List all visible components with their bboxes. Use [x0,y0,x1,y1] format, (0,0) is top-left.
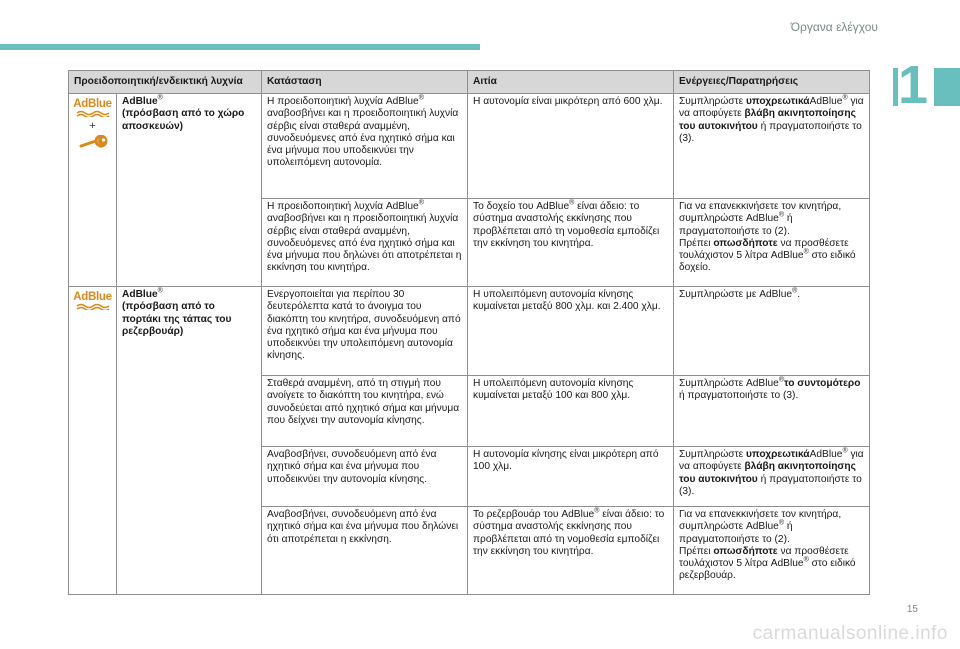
cause-cell: Το δοχείο του AdBlue® είναι άδειο: το σύστημα αναστολής εκκίνησης που προβλέπεται από τη νομοθεσία εμποδίζει την εκκίνηση του κινητήρα. [468,199,674,287]
action-cell: Συμπληρώστε με AdBlue®. [674,287,870,376]
action-cell: Για να επανεκκινήσετε τον κινητήρα, συμπληρώστε AdBlue® ή πραγματοποιήστε το (2). Πρέπει οπωσδήποτε να προσθέσετε τουλάχιστον 5 λίτρα AdBlue® στο ειδικό δοχείο. [674,199,870,287]
cause-cell: Η αυτονομία κίνησης είναι μικρότερη από 100 χλμ. [468,447,674,507]
chapter-number: 1 [898,58,934,112]
cause-cell: Η υπολειπόμενη αυτονομία κίνησης κυμαίνεται μεταξύ 800 χλμ. και 2.400 χλμ. [468,287,674,376]
table-row [69,94,870,199]
state-cell: Η προειδοποιητική λυχνία AdBlue® αναβοσβήνει και η προειδοποιητική λυχνία σέρβις είναι σταθερά αναμμένη, συνοδευόμενες από ένα ηχητικό σήμα και ένα μήνυμα που δηλώνει ότι αποτρέπεται η εκκίνηση του κινητήρα. [262,199,468,287]
adblue-warning-icon: AdBlue [71,291,114,310]
table-header-row [69,71,870,94]
col-header-cause: Αιτία [468,71,674,94]
warning-lamps-table [68,70,870,595]
action-cell: Συμπληρώστε AdBlue®το συντομότερο ή πραγματοποιήστε το (3). [674,376,870,447]
col-header-actions: Ενέργειες/Παρατηρήσεις [674,71,870,94]
lamp-icon-cell [69,287,117,595]
state-cell: Σταθερά αναμμένη, από τη στιγμή που ανοίγετε το διακόπτη του κινητήρα, ενώ συνοδεύεται από ηχητικό σήμα και μήνυμα που δείχνει την αυτονομία κίνησης. [262,376,468,447]
watermark: carmanualsonline.info [752,623,948,644]
cause-cell: Το ρεζερβουάρ του AdBlue® είναι άδειο: το σύστημα αναστολής εκκίνησης που προβλέπεται από τη νομοθεσία εμποδίζει την εκκίνηση του κινητήρα. [468,507,674,595]
lamp-title-cell: AdBlue® (πρόσβαση από το χώρο αποσκευών) [117,94,262,287]
state-cell: Αναβοσβήνει, συνοδευόμενη από ένα ηχητικό σήμα και ένα μήνυμα που υποδεικνύει την αυτονομία κίνησης. [262,447,468,507]
action-cell: Για να επανεκκινήσετε τον κινητήρα, συμπληρώστε AdBlue® ή πραγματοποιήστε το (2). Πρέπει οπωσδήποτε να προσθέσετε τουλάχιστον 5 λίτρα AdBlue® στο ειδικό ρεζερβουάρ. [674,507,870,595]
header-accent-bar [0,44,480,50]
spanner-service-icon [71,135,114,155]
table-row [69,287,870,376]
adblue-warning-icon: AdBlue [71,98,114,117]
page-number: 15 [906,604,918,615]
cause-cell: Η υπολειπόμενη αυτονομία κίνησης κυμαίνεται μεταξύ 100 και 800 χλμ. [468,376,674,447]
section-title: Όργανα ελέγχου [790,20,878,34]
col-header-state: Κατάσταση [262,71,468,94]
action-cell: Συμπληρώστε υποχρεωτικάAdBlue® για να αποφύγετε βλάβη ακινητοποίησης του αυτοκινήτου ή πραγματοποιήστε το (3). [674,94,870,199]
state-cell: Ενεργοποιείται για περίπου 30 δευτερόλεπτα κατά το άνοιγμα του διακόπτη του κινητήρα, συνοδευόμενη από ένα ηχητικό σήμα και ένα μήνυμα που υποδεικνύει την υπολειπόμενη αυτονομία κίνησης. [262,287,468,376]
col-header-lamp: Προειδοποιητική/ενδεικτική λυχνία [69,71,262,94]
lamp-icon-cell [69,94,117,287]
cause-cell: Η αυτονομία είναι μικρότερη από 600 χλμ. [468,94,674,199]
plus-sign: + [89,120,96,132]
lamp-title-cell: AdBlue® (πρόσβαση από το πορτάκι της τάπας του ρεζερβουάρ) [117,287,262,595]
action-cell: Συμπληρώστε υποχρεωτικάAdBlue® για να αποφύγετε βλάβη ακινητοποίησης του αυτοκινήτου ή πραγματοποιήστε το (3). [674,447,870,507]
state-cell: Η προειδοποιητική λυχνία AdBlue® αναβοσβήνει και η προειδοποιητική λυχνία σέρβις είναι σταθερά αναμμένη, συνοδευόμενες από ένα ηχητικό σήμα και ένα μήνυμα που υποδεικνύει την υπολειπόμενη αυτονομία. [262,94,468,199]
state-cell: Αναβοσβήνει, συνοδευόμενη από ένα ηχητικό σήμα και ένα μήνυμα που δηλώνει ότι αποτρέπεται η εκκίνηση. [262,507,468,595]
